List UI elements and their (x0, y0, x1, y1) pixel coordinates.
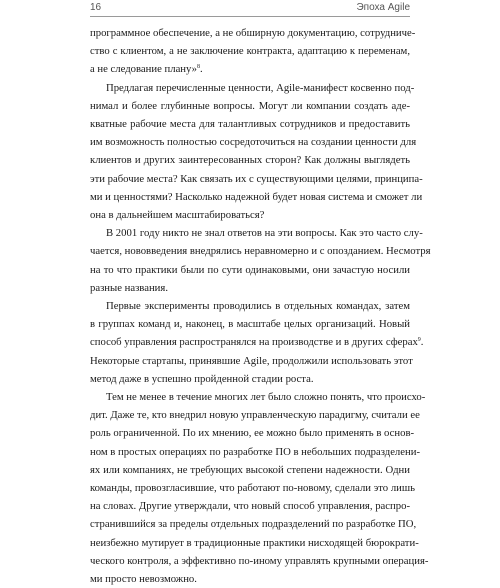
page-number: 16 (90, 2, 102, 13)
line-text: В 2001 году никто не знал ответов на эти вопросы. Как это часто слу- (106, 227, 423, 240)
text-line (90, 224, 423, 242)
text-line (90, 388, 426, 406)
text-line (90, 424, 415, 442)
line-text: ми просто невозможно. (90, 573, 197, 586)
line-text: ство с клиентом, а не заключение контракта, адаптацию к переменам, (90, 45, 410, 58)
footnote-marker: 8 (197, 64, 200, 71)
text-line (90, 170, 423, 188)
text-line (90, 352, 413, 370)
line-text: Некоторые стартапы, принявшие Agile, продолжили использовать этот (90, 354, 413, 367)
text-line (90, 133, 417, 151)
line-text: клиентов и других заинтересованных сторон? Как должны выглядеть (90, 154, 410, 167)
text-line (90, 261, 410, 279)
line-text: Первые эксперименты проводились в отдельных командах, затем (106, 300, 410, 313)
line-text: эти рабочие места? Как связать их с существующими целями, принципа- (90, 172, 423, 185)
line-text: на то что практики были по сути одинаковыми, они зачастую носили (90, 263, 410, 276)
running-title: Эпоха Agile (356, 2, 410, 13)
line-text: на словах. Другие утверждали, что новый способ управления, распро- (90, 500, 410, 513)
text-line (90, 97, 410, 115)
text-line (90, 279, 410, 297)
text-line (90, 461, 410, 479)
text-line (90, 333, 424, 351)
paragraph (90, 388, 429, 588)
text-line (90, 42, 410, 60)
text-line (90, 570, 410, 588)
text-line (90, 242, 431, 260)
text-line (90, 79, 415, 97)
line-text: она в дальнейшем масштабироваться? (90, 209, 265, 222)
line-text: странившийся за пределы отдельных подразделений по разработке ПО, (90, 518, 417, 531)
text-line (90, 297, 410, 315)
running-header (90, 0, 410, 15)
line-text: Предлагая перечисленные ценности, Agile-манифест косвенно под- (106, 81, 415, 94)
line-text: Тем не менее в течение многих лет было сложно понять, что происхо- (106, 391, 426, 404)
line-text: роль ограниченной. По их мнению, ее можно было применять в основ- (90, 427, 415, 440)
paragraph (90, 224, 431, 297)
trailing-punctuation: . (420, 336, 424, 349)
text-line (90, 515, 417, 533)
line-text: им возможность полностью сосредоточиться на создании ценности для (90, 136, 417, 149)
line-text: нимал и более глубинные вопросы. Могут ли компании создать аде- (90, 99, 410, 112)
text-line (90, 497, 410, 515)
text-line (90, 534, 419, 552)
paragraph (90, 297, 424, 388)
line-text: дит. Даже те, кто внедрил новую управленческую парадигму, считали ее (90, 409, 420, 422)
trailing-punctuation: . (200, 63, 203, 76)
line-text: кватные рабочие места для талантливых сотрудников и предоставить (90, 118, 410, 131)
line-text: а не следование плану» (90, 63, 197, 76)
line-text: ном в простых операциях по разработке ПО в небольших подразделени- (90, 445, 421, 458)
text-line (90, 479, 415, 497)
line-text: ми и ценностями? Насколько надежной будет новая система и сможет ли (90, 190, 423, 203)
line-text: программное обеспечение, а не обширную документацию, сотрудниче- (90, 27, 416, 39)
line-text: ях или компаниях, не требующих высокой степени надежности. Одни (90, 463, 410, 476)
text-line (90, 24, 416, 42)
text-line (90, 406, 420, 424)
text-line (90, 188, 423, 206)
text-line (90, 115, 410, 133)
footnote-marker: 9 (417, 337, 421, 344)
page-body (90, 24, 431, 588)
text-line (90, 370, 410, 388)
text-line (90, 151, 410, 169)
line-text: неизбежно мутирует в традиционные практики нисходящей бюрократи- (90, 536, 419, 549)
text-line (90, 206, 410, 224)
line-text: команды, провозгласившие, что работают по-новому, сделали это лишь (90, 482, 415, 495)
text-line (90, 60, 410, 78)
line-text: ческого контроля, а эффективно по-иному управлять крупными операция- (90, 554, 429, 567)
line-text: способ управления распространялся на производстве и в других сферах (90, 336, 418, 349)
line-text: в группах команд и, наконец, в масштабе целых организаций. Новый (90, 318, 410, 331)
paragraph (90, 24, 416, 79)
header-rule (90, 16, 410, 17)
line-text: чается, нововведения внедрялись неравномерно и с опозданием. Несмотря (90, 245, 431, 258)
text-line (90, 443, 421, 461)
line-text: метод даже в успешно пройденной стадии роста. (90, 372, 314, 385)
text-line (90, 552, 429, 570)
line-text: разные названия. (90, 281, 168, 294)
text-line (90, 315, 410, 333)
paragraph (90, 79, 423, 225)
